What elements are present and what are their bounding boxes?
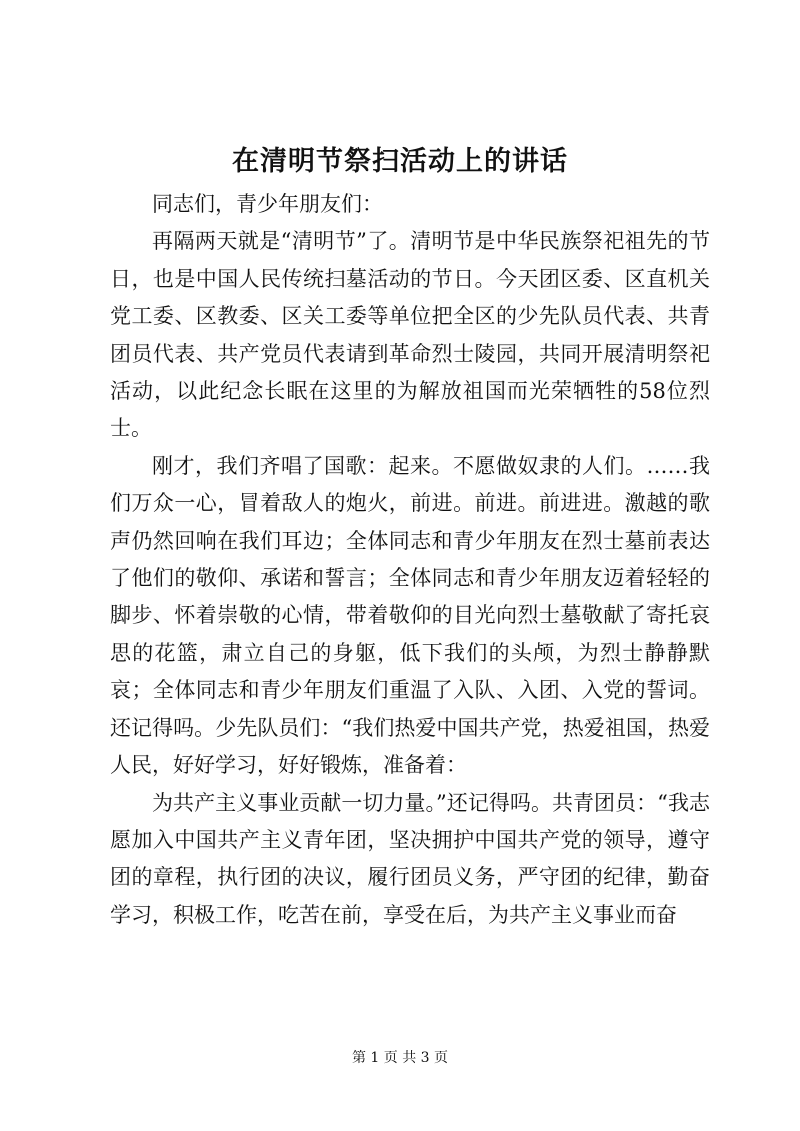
paragraph-oath: 为共产主义事业贡献一切力量。”还记得吗。共青团员：“我志愿加入中国共产主义青年团，坚决拥护中国共产党的领导，遵守团的章程，执行团的决议，履行团员义务，严守团的纪律，勤奋学习，积极工作，吃苦在前，享受在后，为共产主义事业而奋 <box>110 790 710 927</box>
paragraph-qingming-intro: 再隔两天就是“清明节”了。清明节是中华民族祭祀祖先的节日，也是中国人民传统扫墓活动的节日。今天团区委、区直机关党工委、区教委、区关工委等单位把全区的少先队员代表、共青团员代表、共产党员代表请到革命烈士陵园，共同开展清明祭祀活动，以此纪念长眠在这里的为解放祖国而光荣牺牲的58位烈士。 <box>110 229 710 441</box>
paragraph-ceremony: 刚才，我们齐唱了国歌：起来。不愿做奴隶的人们。……我们万众一心，冒着敌人的炮火，前进。前进。前进进。激越的歌声仍然回响在我们耳边；全体同志和青少年朋友在烈士墓前表达了他们的敬仰、承诺和誓言；全体同志和青少年朋友迈着轻轻的脚步、怀着崇敬的心情，带着敬仰的目光向烈士墓敬献了寄托哀思的花篮，肃立自己的身躯，低下我们的头颅，为烈士静静默哀；全体同志和青少年朋友们重温了入队、入团、入党的誓词。还记得吗。少先队员们：“我们热爱中国共产党，热爱祖国，热爱人民，好好学习，好好锻炼，准备着： <box>110 453 710 778</box>
paragraph-greeting: 同志们，青少年朋友们： <box>152 192 383 216</box>
document-body <box>110 186 710 934</box>
document-title: 在清明节祭扫活动上的讲话 <box>232 146 568 177</box>
page-number-footer: 第 1 页 共 3 页 <box>351 1050 449 1066</box>
